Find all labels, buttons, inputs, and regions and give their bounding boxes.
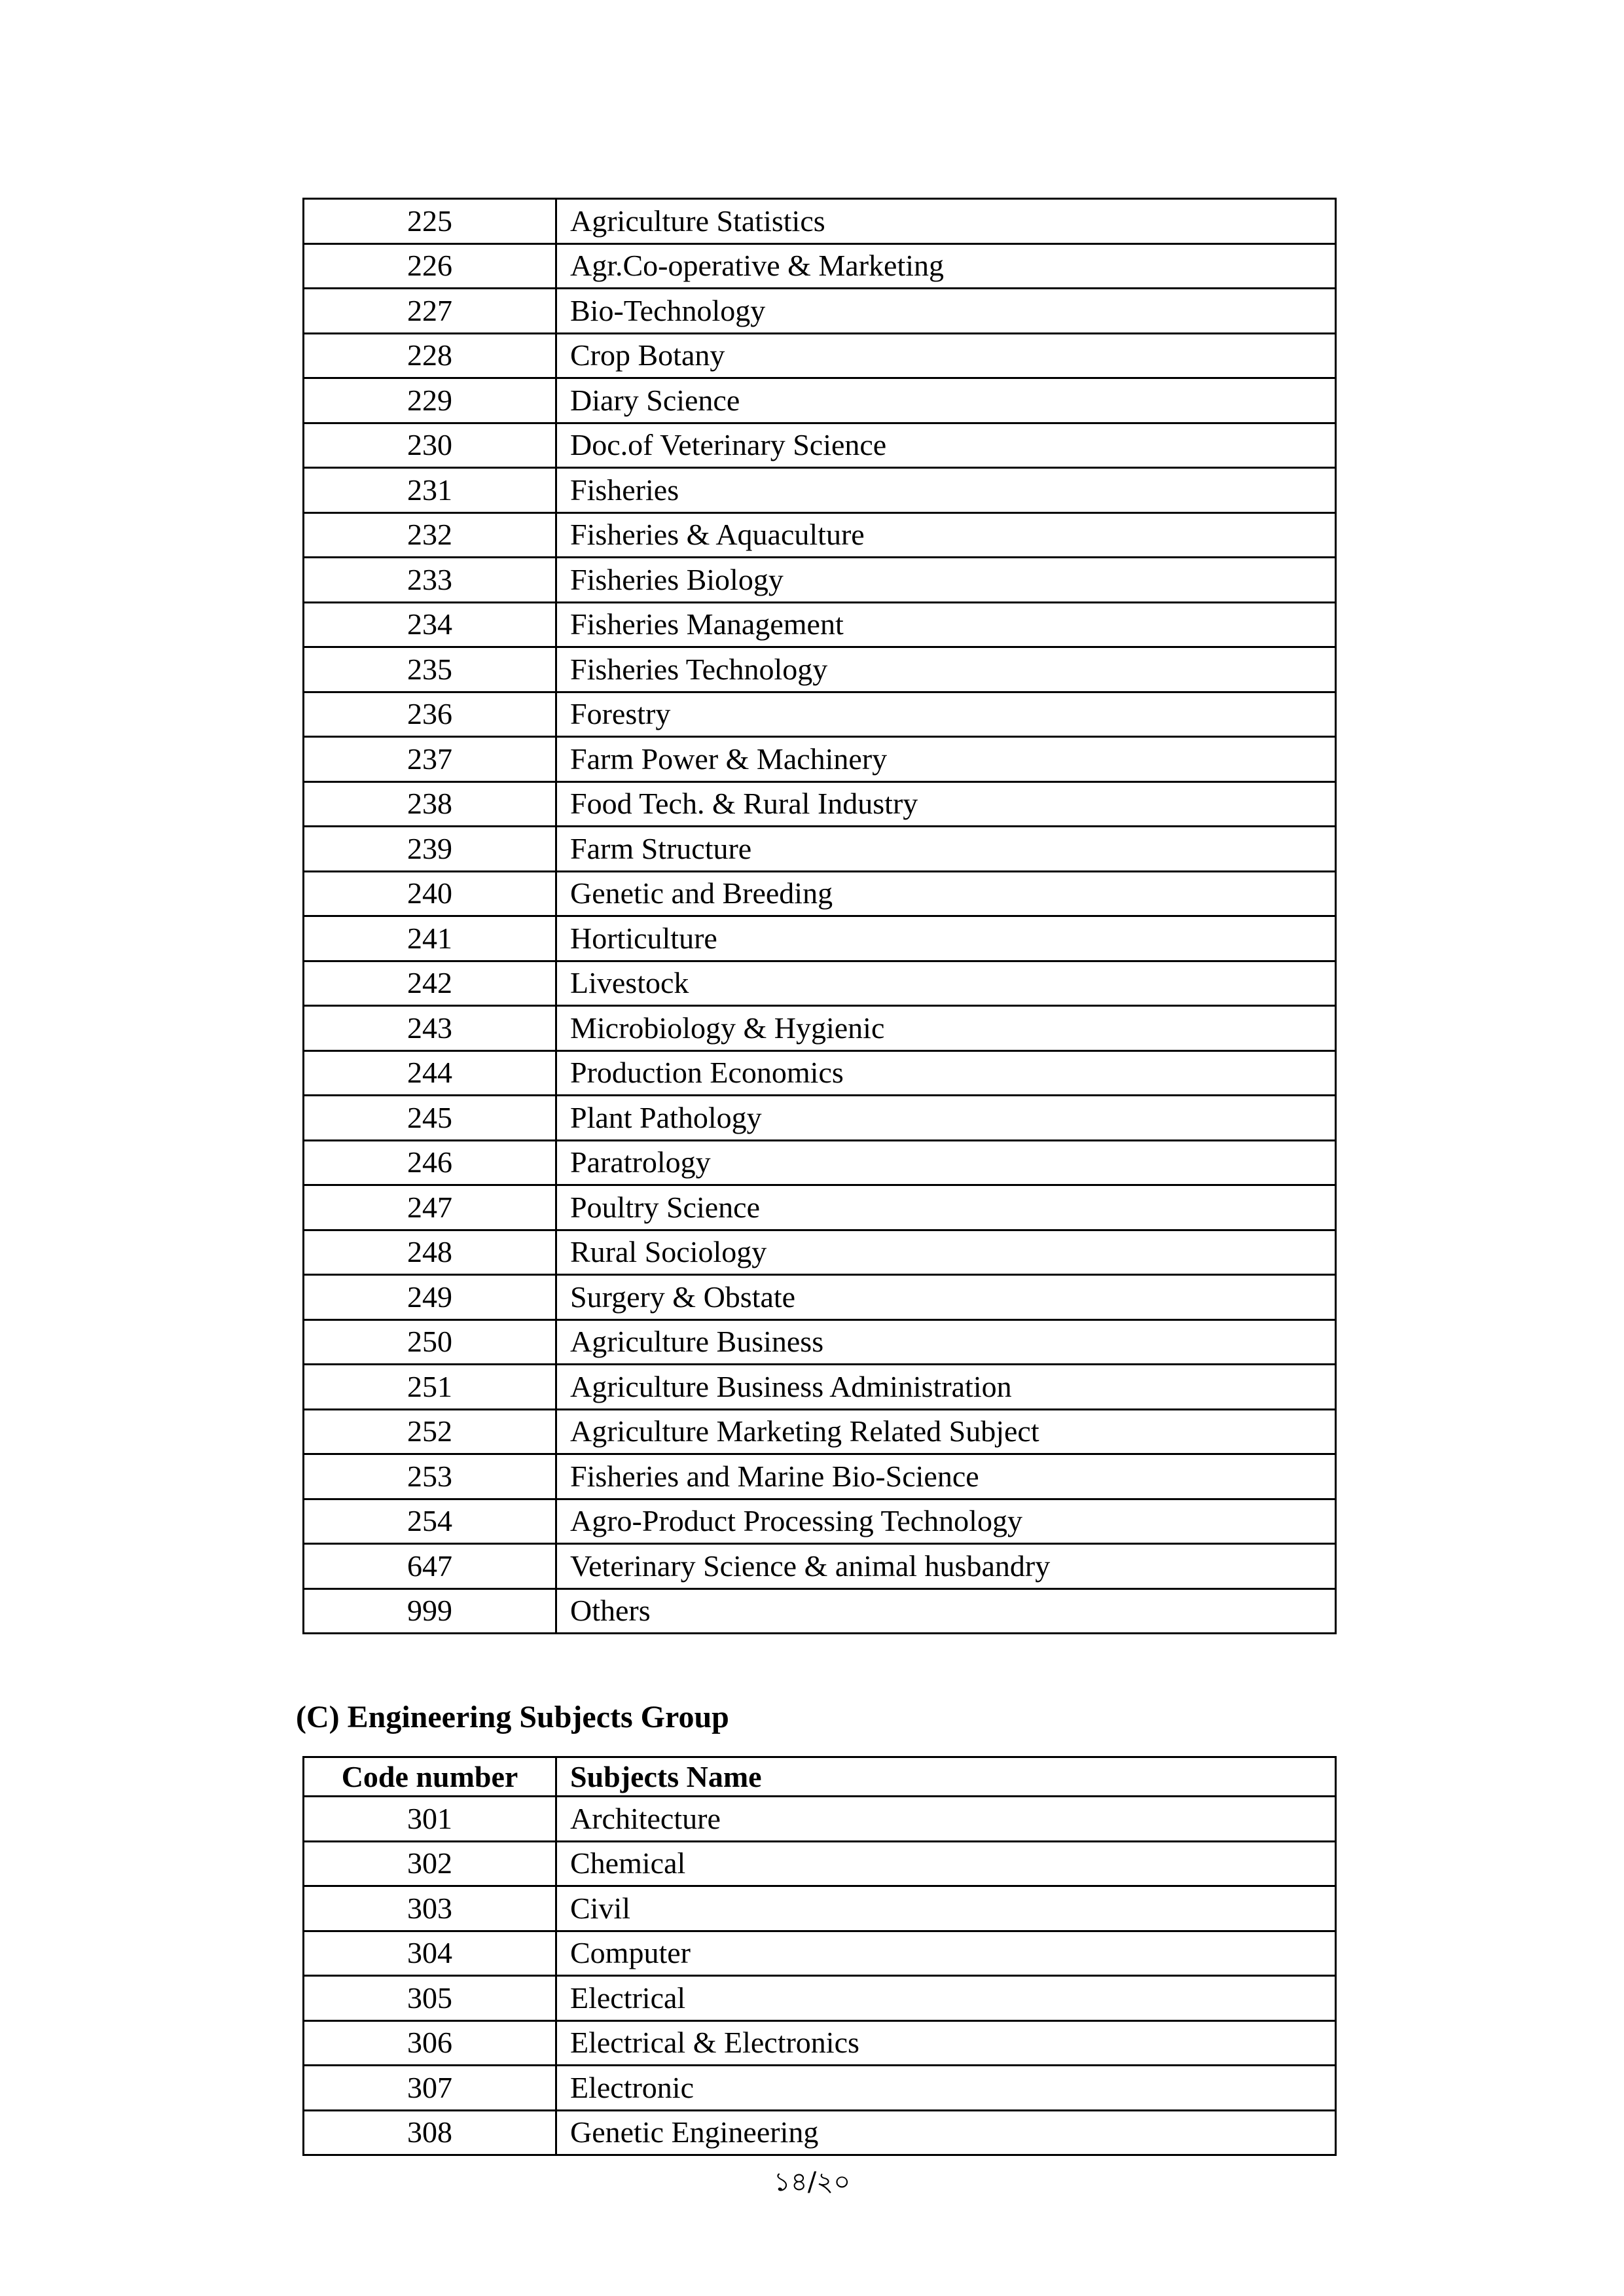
subject-name-cell: Horticulture bbox=[556, 916, 1336, 961]
table-row bbox=[304, 512, 1336, 558]
table-row bbox=[304, 243, 1336, 289]
subject-name-cell: Surgery & Obstate bbox=[556, 1275, 1336, 1320]
subject-name-cell: Veterinary Science & animal husbandry bbox=[556, 1544, 1336, 1589]
subject-name-cell: Forestry bbox=[556, 692, 1336, 737]
subject-name-cell: Genetic Engineering bbox=[556, 2110, 1336, 2155]
subject-code-cell: 306 bbox=[304, 2020, 556, 2066]
table-row bbox=[304, 1006, 1336, 1051]
subject-code-cell: 245 bbox=[304, 1096, 556, 1141]
subject-name-cell: Electrical & Electronics bbox=[556, 2020, 1336, 2066]
subject-code-cell: 231 bbox=[304, 468, 556, 513]
subject-name-cell: Agr.Co-operative & Marketing bbox=[556, 243, 1336, 289]
subject-code-cell: 247 bbox=[304, 1185, 556, 1230]
subject-code-cell: 240 bbox=[304, 871, 556, 916]
engineering-subjects-table bbox=[302, 1756, 1337, 2156]
subject-code-cell: 225 bbox=[304, 199, 556, 244]
subject-name-cell: Agriculture Business bbox=[556, 1319, 1336, 1365]
subject-code-cell: 307 bbox=[304, 2066, 556, 2111]
subjects-name-header: Subjects Name bbox=[556, 1757, 1336, 1797]
subject-code-cell: 242 bbox=[304, 961, 556, 1006]
subject-name-cell: Agriculture Marketing Related Subject bbox=[556, 1409, 1336, 1454]
table-row bbox=[304, 1797, 1336, 1842]
subject-name-cell: Electrical bbox=[556, 1976, 1336, 2021]
subject-code-cell: 227 bbox=[304, 289, 556, 334]
subject-name-cell: Fisheries Technology bbox=[556, 647, 1336, 692]
table-header-row bbox=[304, 1757, 1336, 1797]
subject-code-cell: 239 bbox=[304, 827, 556, 872]
subject-name-cell: Production Economics bbox=[556, 1050, 1336, 1096]
table-row bbox=[304, 1365, 1336, 1410]
subject-code-cell: 249 bbox=[304, 1275, 556, 1320]
subject-name-cell: Rural Sociology bbox=[556, 1230, 1336, 1275]
subject-name-cell: Bio-Technology bbox=[556, 289, 1336, 334]
subject-name-cell: Farm Power & Machinery bbox=[556, 737, 1336, 782]
table-row bbox=[304, 1140, 1336, 1185]
agriculture-subjects-table-body bbox=[304, 199, 1336, 1634]
table-row bbox=[304, 602, 1336, 647]
table-row bbox=[304, 1454, 1336, 1499]
subject-name-cell: Fisheries bbox=[556, 468, 1336, 513]
subject-code-cell: 232 bbox=[304, 512, 556, 558]
subject-name-cell: Farm Structure bbox=[556, 827, 1336, 872]
subject-code-cell: 308 bbox=[304, 2110, 556, 2155]
subject-code-cell: 244 bbox=[304, 1050, 556, 1096]
subject-name-cell: Civil bbox=[556, 1886, 1336, 1931]
code-number-header: Code number bbox=[304, 1757, 556, 1797]
subject-code-cell: 303 bbox=[304, 1886, 556, 1931]
subject-code-cell: 254 bbox=[304, 1499, 556, 1544]
subject-name-cell: Poultry Science bbox=[556, 1185, 1336, 1230]
table-row bbox=[304, 1588, 1336, 1634]
table-row bbox=[304, 1275, 1336, 1320]
subject-code-cell: 243 bbox=[304, 1006, 556, 1051]
table-row bbox=[304, 2110, 1336, 2155]
subject-name-cell: Paratrology bbox=[556, 1140, 1336, 1185]
subject-code-cell: 229 bbox=[304, 378, 556, 423]
agriculture-subjects-table bbox=[302, 198, 1337, 1634]
table-row bbox=[304, 1409, 1336, 1454]
subject-name-cell: Agriculture Business Administration bbox=[556, 1365, 1336, 1410]
table-row bbox=[304, 289, 1336, 334]
table-row bbox=[304, 737, 1336, 782]
table-row bbox=[304, 423, 1336, 468]
subject-code-cell: 237 bbox=[304, 737, 556, 782]
subject-name-cell: Plant Pathology bbox=[556, 1096, 1336, 1141]
table-row bbox=[304, 199, 1336, 244]
subject-code-cell: 647 bbox=[304, 1544, 556, 1589]
table-row bbox=[304, 961, 1336, 1006]
subject-code-cell: 251 bbox=[304, 1365, 556, 1410]
subject-name-cell: Agro-Product Processing Technology bbox=[556, 1499, 1336, 1544]
table-row bbox=[304, 1096, 1336, 1141]
subject-code-cell: 228 bbox=[304, 333, 556, 378]
subject-code-cell: 235 bbox=[304, 647, 556, 692]
subject-name-cell: Chemical bbox=[556, 1841, 1336, 1886]
table-row bbox=[304, 1230, 1336, 1275]
subject-name-cell: Diary Science bbox=[556, 378, 1336, 423]
subject-name-cell: Food Tech. & Rural Industry bbox=[556, 781, 1336, 827]
subject-code-cell: 241 bbox=[304, 916, 556, 961]
subject-code-cell: 252 bbox=[304, 1409, 556, 1454]
subject-name-cell: Crop Botany bbox=[556, 333, 1336, 378]
table-row bbox=[304, 781, 1336, 827]
table-row bbox=[304, 692, 1336, 737]
subject-name-cell: Fisheries Biology bbox=[556, 558, 1336, 603]
subject-name-cell: Fisheries & Aquaculture bbox=[556, 512, 1336, 558]
subject-code-cell: 236 bbox=[304, 692, 556, 737]
subject-code-cell: 238 bbox=[304, 781, 556, 827]
subject-code-cell: 301 bbox=[304, 1797, 556, 1842]
subject-code-cell: 233 bbox=[304, 558, 556, 603]
table-row bbox=[304, 871, 1336, 916]
table-row bbox=[304, 647, 1336, 692]
subject-name-cell: Agriculture Statistics bbox=[556, 199, 1336, 244]
table-row bbox=[304, 827, 1336, 872]
subject-name-cell: Microbiology & Hygienic bbox=[556, 1006, 1336, 1051]
subject-name-cell: Computer bbox=[556, 1931, 1336, 1976]
subject-name-cell: Fisheries and Marine Bio-Science bbox=[556, 1454, 1336, 1499]
table-row bbox=[304, 1886, 1336, 1931]
table-row bbox=[304, 468, 1336, 513]
table-row bbox=[304, 1499, 1336, 1544]
table-row bbox=[304, 333, 1336, 378]
subject-code-cell: 248 bbox=[304, 1230, 556, 1275]
table-row bbox=[304, 558, 1336, 603]
subject-name-cell: Electronic bbox=[556, 2066, 1336, 2111]
table-row bbox=[304, 1976, 1336, 2021]
subject-name-cell: Genetic and Breeding bbox=[556, 871, 1336, 916]
table-row bbox=[304, 1319, 1336, 1365]
subject-code-cell: 302 bbox=[304, 1841, 556, 1886]
table-row bbox=[304, 378, 1336, 423]
engineering-subjects-table-body bbox=[304, 1797, 1336, 2155]
table-row bbox=[304, 1841, 1336, 1886]
subject-name-cell: Architecture bbox=[556, 1797, 1336, 1842]
table-row bbox=[304, 1931, 1336, 1976]
subject-code-cell: 246 bbox=[304, 1140, 556, 1185]
subject-code-cell: 250 bbox=[304, 1319, 556, 1365]
subject-code-cell: 253 bbox=[304, 1454, 556, 1499]
subject-name-cell: Fisheries Management bbox=[556, 602, 1336, 647]
subject-code-cell: 226 bbox=[304, 243, 556, 289]
table-row bbox=[304, 1544, 1336, 1589]
subject-code-cell: 304 bbox=[304, 1931, 556, 1976]
table-row bbox=[304, 1185, 1336, 1230]
table-row bbox=[304, 916, 1336, 961]
table-row bbox=[304, 2066, 1336, 2111]
page-number: ১৪/২০ bbox=[773, 2167, 851, 2197]
subject-code-cell: 305 bbox=[304, 1976, 556, 2021]
table-row bbox=[304, 2020, 1336, 2066]
table-row bbox=[304, 1050, 1336, 1096]
subject-name-cell: Livestock bbox=[556, 961, 1336, 1006]
subject-name-cell: Others bbox=[556, 1588, 1336, 1634]
section-heading: (C) Engineering Subjects Group bbox=[296, 1700, 729, 1734]
subject-code-cell: 230 bbox=[304, 423, 556, 468]
subject-code-cell: 234 bbox=[304, 602, 556, 647]
subject-name-cell: Doc.of Veterinary Science bbox=[556, 423, 1336, 468]
subject-code-cell: 999 bbox=[304, 1588, 556, 1634]
